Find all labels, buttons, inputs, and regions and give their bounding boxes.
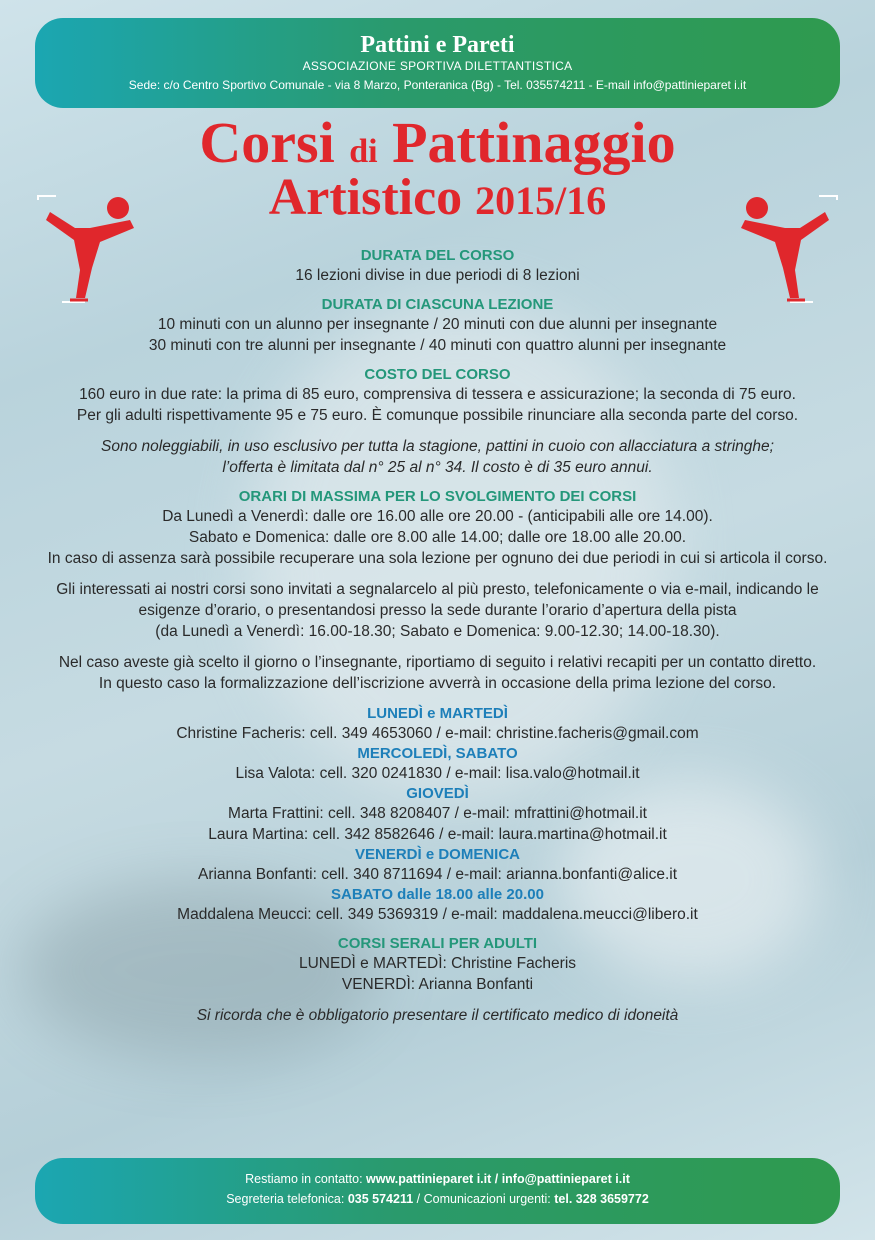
- title-word-artistico: Artistico: [268, 169, 463, 226]
- costo-line2: Per gli adulti rispettivamente 95 e 75 euro. È comunque possibile rinunciare alla seconda parte del corso.: [76, 407, 799, 424]
- footer-contact-label: Restiamo in contatto:: [245, 1172, 363, 1186]
- footer-urgent-number[interactable]: tel. 328 3659772: [554, 1192, 649, 1206]
- footer-urgent-label: / Comunicazioni urgenti:: [416, 1192, 551, 1206]
- contatti-line1: Gli interessati ai nostri corsi sono invitati a segnalarcelo al più presto, telefonicamente o via e-mail, indicando le: [56, 581, 819, 598]
- org-type: ASSOCIAZIONE SPORTIVA DILETTANTISTICA: [302, 59, 573, 73]
- heading-costo: COSTO DEL CORSO: [364, 366, 511, 383]
- diretto-line1: Nel caso aveste già scelto il giorno o l’insegnante, riportiamo di seguito i relativi recapiti per un contatto diretto.: [58, 654, 817, 671]
- heading-lunedi-martedi: LUNEDÌ e MARTEDÌ: [367, 705, 508, 722]
- heading-giovedi: GIOVEDÌ: [406, 785, 469, 802]
- footer-contact-line: [35, 1169, 840, 1189]
- orari-line2: Sabato e Domenica: dalle ore 8.00 alle 14.00; dalle ore 18.00 alle 20.00.: [188, 529, 687, 546]
- teacher-contact: Maddalena Meucci: cell. 349 5369319 / e-mail: maddalena.meucci@libero.it: [177, 906, 698, 923]
- contatti-line3: (da Lunedì a Venerdì: 16.00-18.30; Sabato e Domenica: 9.00-12.30; 14.00-18.30).: [155, 623, 720, 640]
- teacher-contact: Arianna Bonfanti: cell. 340 8711694 / e-mail: arianna.bonfanti@alice.it: [197, 866, 678, 883]
- footer-phone-line: [35, 1189, 840, 1209]
- footer-web-email-link[interactable]: www.pattinieparet i.it / info@pattinieparet i.it: [366, 1172, 630, 1186]
- diretto-line2: In questo caso la formalizzazione dell’iscrizione avverrà in occasione della prima lezione del corso.: [98, 675, 777, 692]
- title-year: 2015/16: [475, 178, 607, 223]
- title-word-di: di: [349, 133, 378, 170]
- contatti-line2: esigenze d’orario, o presentandosi presso la sede durante l’orario d’apertura della pista: [138, 602, 737, 619]
- header-banner: [35, 18, 840, 108]
- heading-serali: CORSI SERALI PER ADULTI: [337, 935, 538, 952]
- heading-durata-corso: DURATA DEL CORSO: [360, 247, 515, 264]
- orari-line1: Da Lunedì a Venerdì: dalle ore 16.00 alle ore 20.00 - (anticipabili alle ore 14.00).: [162, 508, 713, 525]
- certificato-note: Si ricorda che è obbligatorio presentare il certificato medico di idoneità: [196, 1007, 679, 1024]
- course-info: [20, 246, 855, 1026]
- costo-line1: 160 euro in due rate: la prima di 85 euro, comprensiva di tessera e assicurazione; la seconda di 75 euro.: [79, 386, 796, 403]
- durata-lezione-line2: 30 minuti con tre alunni per insegnante / 40 minuti con quattro alunni per insegnante: [148, 337, 727, 354]
- heading-venerdi-domenica: VENERDÌ e DOMENICA: [354, 846, 521, 863]
- org-name: Pattini e Pareti: [360, 32, 515, 58]
- orari-line3: In caso di assenza sarà possibile recuperare una sola lezione per ognuno dei due periodi in cui si articola il corso.: [47, 550, 828, 567]
- teacher-contact: Lisa Valota: cell. 320 0241830 / e-mail: lisa.valo@hotmail.it: [235, 765, 640, 782]
- durata-lezione-line1: 10 minuti con un alunno per insegnante / 20 minuti con due alunni per insegnante: [157, 316, 718, 333]
- org-address: Sede: c/o Centro Sportivo Comunale - via 8 Marzo, Ponteranica (Bg) - Tel. 035574211 - E-mail info@pattinieparet i.it: [128, 78, 747, 92]
- title-word-corsi: Corsi: [199, 110, 335, 175]
- noleggio-note2: l’offerta è limitata dal n° 25 al n° 34. Il costo è di 35 euro annui.: [222, 459, 653, 476]
- heading-durata-lezione: DURATA DI CIASCUNA LEZIONE: [321, 296, 554, 313]
- heading-sabato-sera: SABATO dalle 18.00 alle 20.00: [331, 886, 544, 903]
- footer-banner: [35, 1158, 840, 1224]
- serali-line1: LUNEDÌ e MARTEDÌ: Christine Facheris: [298, 955, 577, 972]
- teacher-contact: Christine Facheris: cell. 349 4653060 / e-mail: christine.facheris@gmail.com: [176, 725, 699, 742]
- noleggio-note1: Sono noleggiabili, in uso esclusivo per tutta la stagione, pattini in cuoio con allacciatura a stringhe;: [101, 438, 774, 455]
- serali-line2: VENERDÌ: Arianna Bonfanti: [341, 976, 534, 993]
- title-word-pattinaggio: Pattinaggio: [392, 110, 676, 175]
- footer-segreteria-number[interactable]: 035 574211: [347, 1192, 414, 1206]
- heading-mercoledi-sabato: MERCOLEDÌ, SABATO: [357, 745, 518, 762]
- heading-orari: ORARI DI MASSIMA PER LO SVOLGIMENTO DEI CORSI: [238, 488, 637, 505]
- teacher-contact: Laura Martina: cell. 342 8582646 / e-mail: laura.martina@hotmail.it: [208, 826, 667, 843]
- footer-segreteria-label: Segreteria telefonica:: [226, 1192, 345, 1206]
- durata-corso-text: 16 lezioni divise in due periodi di 8 lezioni: [295, 267, 580, 284]
- teacher-contact: Marta Frattini: cell. 348 8208407 / e-mail: mfrattini@hotmail.it: [228, 805, 647, 822]
